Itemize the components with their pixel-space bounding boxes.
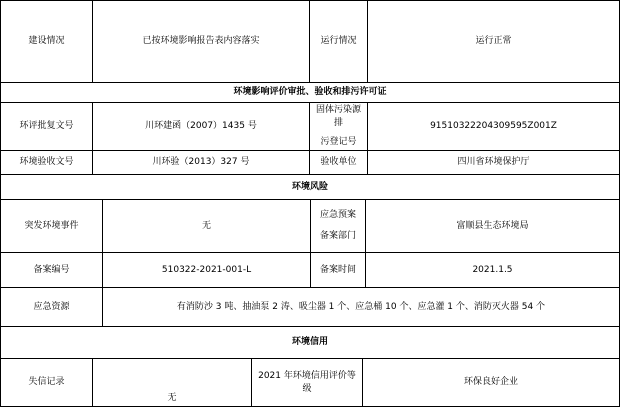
credit-rating-value: 环保良好企业: [362, 358, 620, 407]
solid-waste-registration-label: [309, 102, 368, 151]
resources-label: 应急资源: [0, 287, 103, 327]
credit-record-label: 失信记录: [0, 358, 93, 407]
risk-section-title: 环境风险: [0, 174, 620, 200]
eia-approval-value: 川环建函（2007）1435 号: [92, 102, 310, 151]
operation-value: 运行正常: [367, 0, 620, 83]
solid-waste-label-line2: 污登记号: [320, 137, 357, 147]
construction-value: 已按环境影响报告表内容落实: [92, 0, 310, 83]
credit-rating-label: 2021 年环境信用评价等级: [251, 358, 363, 407]
plan-dept-label-line1: 应急预案: [319, 210, 356, 220]
operation-label: 运行情况: [309, 0, 368, 83]
plan-dept-label-line2: 备案部门: [319, 231, 356, 241]
acceptance-unit-value: 四川省环境保护厅: [367, 150, 620, 175]
solid-waste-registration-value: 91510322204309595Z001Z: [367, 102, 620, 151]
incident-value: 无: [102, 199, 311, 253]
acceptance-label: 环境验收文号: [0, 150, 93, 175]
incident-label: 突发环境事件: [0, 199, 103, 253]
record-time-label: 备案时间: [310, 252, 366, 288]
eia-approval-label: 环评批复文号: [0, 102, 93, 151]
credit-record-value: 无: [92, 358, 252, 407]
credit-section-title: 环境信用: [0, 326, 620, 359]
acceptance-unit-label: 验收单位: [309, 150, 368, 175]
eia-section-title: 环境影响评价审批、验收和排污许可证: [0, 82, 620, 103]
construction-label: 建设情况: [0, 0, 93, 83]
plan-dept-label: [310, 199, 366, 253]
record-no-value: 510322-2021-001-L: [102, 252, 311, 288]
acceptance-value: 川环验（2013）327 号: [92, 150, 310, 175]
plan-dept-value: 富顺县生态环境局: [365, 199, 620, 253]
record-no-label: 备案编号: [0, 252, 103, 288]
record-time-value: 2021.1.5: [365, 252, 620, 288]
solid-waste-label-line1: 固体污染源排: [315, 105, 361, 128]
resources-value: 有消防沙 3 吨、抽油泵 2 涛、吸尘器 1 个、应急桶 10 个、应急灌 1 个、消防灭火器 54 个: [102, 287, 620, 327]
